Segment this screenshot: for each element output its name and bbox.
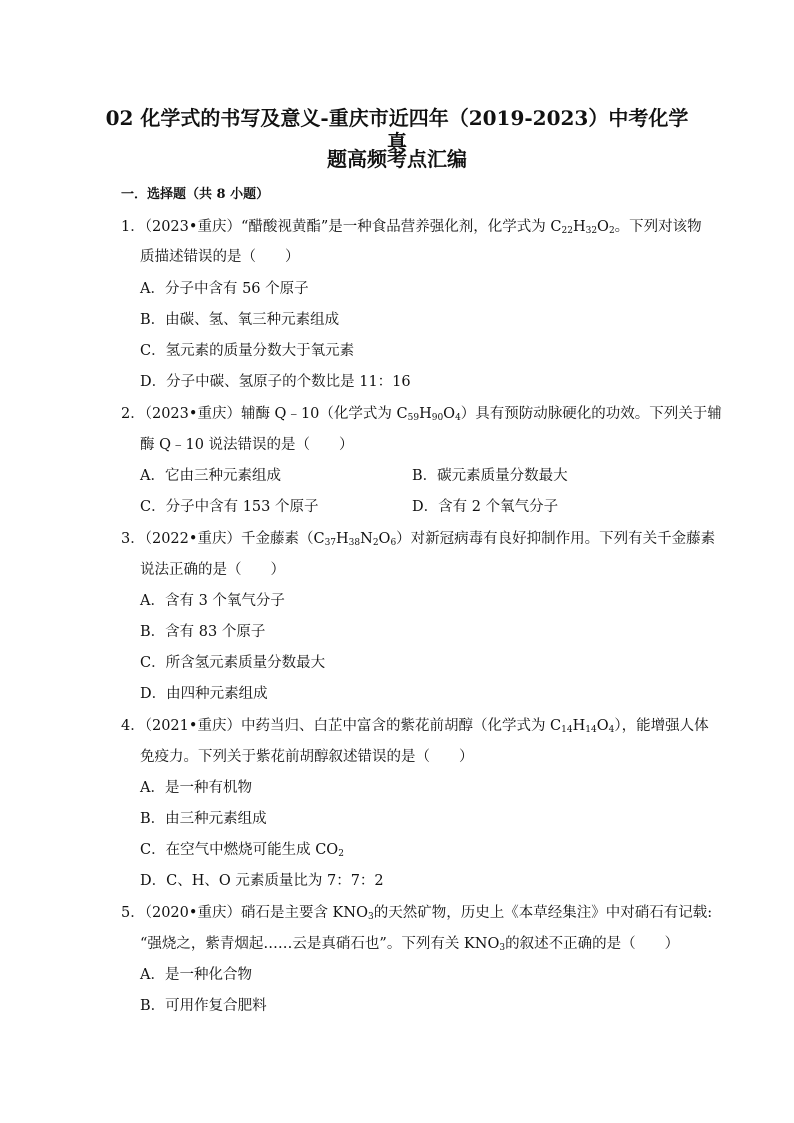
question-2-option-d: D．含有 2 个氧气分子	[412, 499, 559, 515]
question-1-option-a: A．分子中含有 56 个原子	[140, 281, 309, 297]
question-source: （2021•重庆）	[144, 718, 241, 734]
question-number: 1．	[121, 219, 145, 235]
question-2-option-b: B．碳元素质量分数最大	[412, 468, 568, 484]
question-1-stem-line-2: 质描述错误的是（ ）	[140, 249, 300, 265]
question-2-option-a: A．它由三种元素组成	[140, 468, 281, 484]
question-1-stem-line-1: 1．（2023•重庆）“醋酸视黄酯”是一种食品营养强化剂，化学式为 $C_{22}H_{32}O_2$。下列对该物	[121, 219, 702, 236]
question-number: 5．	[121, 905, 145, 921]
question-4-option-a: A．是一种有机物	[140, 780, 252, 796]
question-1-option-b: B．由碳、氢、氧三种元素组成	[140, 312, 340, 328]
question-source: （2023•重庆）	[144, 219, 241, 235]
question-5-stem-line-1: 5．（2020•重庆）硝石是主要含 $KNO_3$的天然矿物，历史上《本草经集注》中对硝石有记载:	[121, 905, 713, 922]
question-number: 3．	[121, 531, 145, 547]
question-3-option-b: B．含有 83 个原子	[140, 624, 266, 640]
question-number: 4．	[121, 718, 145, 734]
section-heading: 一．选择题（共 8 小题）	[121, 187, 270, 202]
question-5-stem-line-2: “强烧之，紫青烟起……云是真硝石也”。下列有关 $KNO_3$的叙述不正确的是（ ）	[140, 936, 680, 953]
document-title-line-2: 题高频考点汇编	[327, 147, 467, 171]
question-3-stem-line-2: 说法正确的是（ ）	[140, 562, 285, 578]
question-source: （2023•重庆）	[144, 406, 241, 422]
question-5-option-a: A．是一种化合物	[140, 967, 252, 983]
question-2-option-c: C．分子中含有 153 个原子	[140, 499, 319, 515]
question-4-option-d: D．C、H、O 元素质量比为 7：7：2	[140, 873, 384, 889]
question-1-option-d: D．分子中碳、氢原子的个数比是 11：16	[140, 374, 411, 390]
question-source: （2022•重庆）	[144, 531, 241, 547]
question-4-option-b: B．由三种元素组成	[140, 811, 267, 827]
question-4-option-c: C．在空气中燃烧可能生成 $CO_2$	[140, 842, 344, 859]
question-4-stem-line-1: 4．（2021•重庆）中药当归、白芷中富含的紫花前胡醇（化学式为 $C_{14}H_{14}O_4$），能增强人体	[121, 718, 709, 735]
question-5-option-b: B．可用作复合肥料	[140, 998, 267, 1014]
question-number: 2．	[121, 406, 145, 422]
question-3-stem-line-1: 3．（2022•重庆）千金藤素$(C_{37}H_{38}N_2O_6)$对新冠病毒有良好抑制作用。下列有关千金藤素	[121, 531, 716, 548]
question-source: （2020•重庆）	[144, 905, 241, 921]
question-4-stem-line-2: 免疫力。下列关于紫花前胡醇叙述错误的是（ ）	[140, 749, 474, 765]
question-1-option-c: C．氢元素的质量分数大于氧元素	[140, 343, 355, 359]
question-3-option-d: D．由四种元素组成	[140, 686, 268, 702]
question-3-option-a: A．含有 3 个氧气分子	[140, 593, 285, 609]
question-3-option-c: C．所含氢元素质量分数最大	[140, 655, 326, 671]
document-title-line-1: 02 化学式的书写及意义-重庆市近四年（2019-2023）中考化学真	[105, 106, 689, 154]
question-2-stem-line-1: 2．（2023•重庆）辅酶 Q﹣10（化学式为 $C_{59}H_{90}O_4$）具有预防动脉硬化的功效。下列关于辅	[121, 406, 722, 423]
question-2-stem-line-2: 酶 Q﹣10 说法错误的是（ ）	[140, 437, 354, 453]
